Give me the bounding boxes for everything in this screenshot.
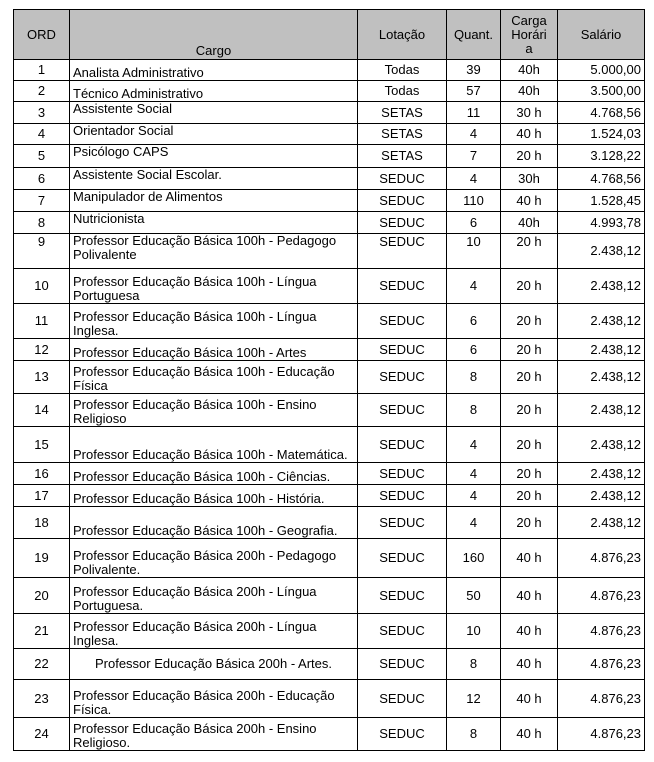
cell-cargo: Analista Administrativo <box>70 60 358 81</box>
header-carga-line3: a <box>525 40 533 56</box>
cell-lotacao: Todas <box>358 60 447 81</box>
table-row <box>14 304 645 339</box>
cell-cargo: Assistente Social Escolar. <box>70 168 358 190</box>
table-header-row <box>14 10 645 60</box>
cell-carga-horaria: 40 h <box>501 124 558 145</box>
cell-ord: 22 <box>14 649 70 680</box>
cell-ord: 1 <box>14 60 70 81</box>
cell-salario: 4.768,56 <box>558 168 645 190</box>
table-row <box>14 212 645 234</box>
cell-ord: 17 <box>14 485 70 507</box>
cell-quant: 8 <box>447 394 501 427</box>
cell-lotacao: SEDUC <box>358 718 447 751</box>
table-row <box>14 269 645 304</box>
cell-quant: 11 <box>447 102 501 124</box>
cell-lotacao: SETAS <box>358 102 447 124</box>
cell-cargo: Professor Educação Básica 200h - Educação Física. <box>70 680 358 718</box>
cell-cargo: Professor Educação Básica 200h - Pedagogo Polivalente. <box>70 539 358 578</box>
cell-cargo: Professor Educação Básica 100h - Ensino Religioso <box>70 394 358 427</box>
table-row <box>14 507 645 539</box>
cell-salario: 3.500,00 <box>558 81 645 102</box>
cell-cargo: Professor Educação Básica 100h - Matemática. <box>70 427 358 463</box>
table-row <box>14 427 645 463</box>
table-row <box>14 102 645 124</box>
cell-cargo: Orientador Social <box>70 124 358 145</box>
cell-quant: 57 <box>447 81 501 102</box>
table-row <box>14 485 645 507</box>
cell-cargo: Professor Educação Básica 100h - Língua Inglesa. <box>70 304 358 339</box>
cell-lotacao: SEDUC <box>358 168 447 190</box>
cell-ord: 18 <box>14 507 70 539</box>
cell-cargo: Professor Educação Básica 100h - Ciências. <box>70 463 358 485</box>
cell-cargo: Professor Educação Básica 100h - Geografia. <box>70 507 358 539</box>
cell-quant: 10 <box>447 614 501 649</box>
cell-lotacao: SEDUC <box>358 394 447 427</box>
cell-lotacao: SEDUC <box>358 507 447 539</box>
cell-lotacao: SEDUC <box>358 680 447 718</box>
table-row <box>14 718 645 751</box>
cell-salario: 4.876,23 <box>558 539 645 578</box>
cell-cargo: Professor Educação Básica 100h - Pedagogo Polivalente <box>70 234 358 269</box>
cell-lotacao: SETAS <box>358 145 447 168</box>
cell-salario: 2.438,12 <box>558 485 645 507</box>
table-row <box>14 145 645 168</box>
cell-quant: 10 <box>447 234 501 269</box>
cell-ord: 23 <box>14 680 70 718</box>
cell-quant: 6 <box>447 339 501 361</box>
cell-quant: 12 <box>447 680 501 718</box>
positions-table <box>13 9 645 751</box>
cell-lotacao: SETAS <box>358 124 447 145</box>
cell-ord: 6 <box>14 168 70 190</box>
cell-salario: 1.528,45 <box>558 190 645 212</box>
cell-carga-horaria: 20 h <box>501 304 558 339</box>
cell-cargo: Professor Educação Básica 100h - Artes <box>70 339 358 361</box>
cell-quant: 6 <box>447 304 501 339</box>
cell-quant: 7 <box>447 145 501 168</box>
cell-cargo: Professor Educação Básica 100h - História. <box>70 485 358 507</box>
cell-cargo: Técnico Administrativo <box>70 81 358 102</box>
cell-salario: 2.438,12 <box>558 269 645 304</box>
cell-carga-horaria: 20 h <box>501 507 558 539</box>
header-cargo: Cargo <box>70 10 358 60</box>
header-carga-line2: Horári <box>511 26 547 42</box>
cell-quant: 6 <box>447 212 501 234</box>
cell-salario: 4.876,23 <box>558 649 645 680</box>
cell-carga-horaria: 20 h <box>501 463 558 485</box>
cell-cargo: Professor Educação Básica 100h - Educação Física <box>70 361 358 394</box>
cell-ord: 16 <box>14 463 70 485</box>
cell-salario: 4.876,23 <box>558 680 645 718</box>
cell-carga-horaria: 20 h <box>501 269 558 304</box>
cell-salario: 5.000,00 <box>558 60 645 81</box>
table-row <box>14 361 645 394</box>
cell-ord: 19 <box>14 539 70 578</box>
cell-carga-horaria: 20 h <box>501 361 558 394</box>
header-ord: ORD <box>14 10 70 60</box>
cell-lotacao: SEDUC <box>358 361 447 394</box>
cell-salario: 2.438,12 <box>558 304 645 339</box>
table-row <box>14 394 645 427</box>
cell-quant: 8 <box>447 649 501 680</box>
cell-lotacao: SEDUC <box>358 234 447 269</box>
cell-ord: 2 <box>14 81 70 102</box>
cell-quant: 4 <box>447 269 501 304</box>
cell-quant: 4 <box>447 485 501 507</box>
cell-lotacao: SEDUC <box>358 304 447 339</box>
cell-salario: 4.876,23 <box>558 718 645 751</box>
header-quant: Quant. <box>447 10 501 60</box>
table-row <box>14 649 645 680</box>
cell-ord: 20 <box>14 578 70 614</box>
cell-ord: 9 <box>14 234 70 269</box>
cell-carga-horaria: 40h <box>501 81 558 102</box>
cell-cargo: Professor Educação Básica 200h - Ensino Religioso. <box>70 718 358 751</box>
cell-carga-horaria: 30 h <box>501 102 558 124</box>
cell-ord: 7 <box>14 190 70 212</box>
header-lotacao: Lotação <box>358 10 447 60</box>
cell-carga-horaria: 20 h <box>501 485 558 507</box>
cell-lotacao: SEDUC <box>358 463 447 485</box>
cell-carga-horaria: 40h <box>501 60 558 81</box>
cell-lotacao: SEDUC <box>358 269 447 304</box>
table-row <box>14 168 645 190</box>
cell-lotacao: SEDUC <box>358 427 447 463</box>
cell-ord: 12 <box>14 339 70 361</box>
header-carga-line1: Carga <box>511 12 547 28</box>
table-row <box>14 463 645 485</box>
table-row <box>14 124 645 145</box>
cell-ord: 4 <box>14 124 70 145</box>
cell-cargo: Assistente Social <box>70 102 358 124</box>
cell-salario: 4.768,56 <box>558 102 645 124</box>
cell-carga-horaria: 40 h <box>501 539 558 578</box>
cell-lotacao: SEDUC <box>358 485 447 507</box>
cell-cargo: Professor Educação Básica 200h - Artes. <box>70 649 358 680</box>
table-row <box>14 614 645 649</box>
cell-salario: 2.438,12 <box>558 339 645 361</box>
table-row <box>14 60 645 81</box>
cell-carga-horaria: 20 h <box>501 394 558 427</box>
cell-cargo: Manipulador de Alimentos <box>70 190 358 212</box>
cell-ord: 13 <box>14 361 70 394</box>
cell-carga-horaria: 40 h <box>501 680 558 718</box>
cell-cargo: Professor Educação Básica 200h - Língua Portuguesa. <box>70 578 358 614</box>
cell-carga-horaria: 40 h <box>501 578 558 614</box>
cell-quant: 4 <box>447 427 501 463</box>
table-row <box>14 339 645 361</box>
cell-carga-horaria: 40 h <box>501 649 558 680</box>
cell-quant: 160 <box>447 539 501 578</box>
cell-lotacao: SEDUC <box>358 649 447 680</box>
cell-lotacao: Todas <box>358 81 447 102</box>
cell-quant: 4 <box>447 168 501 190</box>
table-row <box>14 578 645 614</box>
cell-lotacao: SEDUC <box>358 212 447 234</box>
cell-ord: 10 <box>14 269 70 304</box>
cell-salario: 3.128,22 <box>558 145 645 168</box>
cell-cargo: Professor Educação Básica 100h - Língua Portuguesa <box>70 269 358 304</box>
table-row <box>14 190 645 212</box>
cell-salario: 4.876,23 <box>558 614 645 649</box>
cell-carga-horaria: 30h <box>501 168 558 190</box>
cell-ord: 15 <box>14 427 70 463</box>
cell-quant: 8 <box>447 361 501 394</box>
cell-carga-horaria: 40 h <box>501 190 558 212</box>
header-carga-horaria <box>501 10 558 60</box>
cell-carga-horaria: 20 h <box>501 339 558 361</box>
cell-quant: 4 <box>447 463 501 485</box>
cell-ord: 14 <box>14 394 70 427</box>
cell-quant: 4 <box>447 124 501 145</box>
cell-lotacao: SEDUC <box>358 578 447 614</box>
cell-salario: 2.438,12 <box>558 361 645 394</box>
cell-ord: 5 <box>14 145 70 168</box>
cell-salario: 2.438,12 <box>558 463 645 485</box>
cell-quant: 4 <box>447 507 501 539</box>
cell-quant: 50 <box>447 578 501 614</box>
table-row <box>14 234 645 269</box>
cell-ord: 3 <box>14 102 70 124</box>
cell-salario: 2.438,12 <box>558 427 645 463</box>
cell-cargo: Professor Educação Básica 200h - Língua Inglesa. <box>70 614 358 649</box>
cell-quant: 39 <box>447 60 501 81</box>
cell-lotacao: SEDUC <box>358 190 447 212</box>
table-row <box>14 680 645 718</box>
cell-salario: 2.438,12 <box>558 394 645 427</box>
cell-carga-horaria: 20 h <box>501 145 558 168</box>
cell-ord: 24 <box>14 718 70 751</box>
cell-lotacao: SEDUC <box>358 614 447 649</box>
cell-salario: 2.438,12 <box>558 234 645 269</box>
cell-cargo: Nutricionista <box>70 212 358 234</box>
cell-salario: 4.993,78 <box>558 212 645 234</box>
cell-carga-horaria: 40h <box>501 212 558 234</box>
cell-carga-horaria: 40 h <box>501 614 558 649</box>
cell-salario: 4.876,23 <box>558 578 645 614</box>
cell-salario: 2.438,12 <box>558 507 645 539</box>
cell-lotacao: SEDUC <box>358 539 447 578</box>
cell-carga-horaria: 40 h <box>501 718 558 751</box>
cell-ord: 21 <box>14 614 70 649</box>
table-row <box>14 539 645 578</box>
cell-carga-horaria: 20 h <box>501 427 558 463</box>
cell-carga-horaria: 20 h <box>501 234 558 269</box>
cell-quant: 110 <box>447 190 501 212</box>
table-row <box>14 81 645 102</box>
cell-ord: 11 <box>14 304 70 339</box>
cell-ord: 8 <box>14 212 70 234</box>
header-salario: Salário <box>558 10 645 60</box>
cell-salario: 1.524,03 <box>558 124 645 145</box>
cell-quant: 8 <box>447 718 501 751</box>
cell-cargo: Psicólogo CAPS <box>70 145 358 168</box>
cell-lotacao: SEDUC <box>358 339 447 361</box>
